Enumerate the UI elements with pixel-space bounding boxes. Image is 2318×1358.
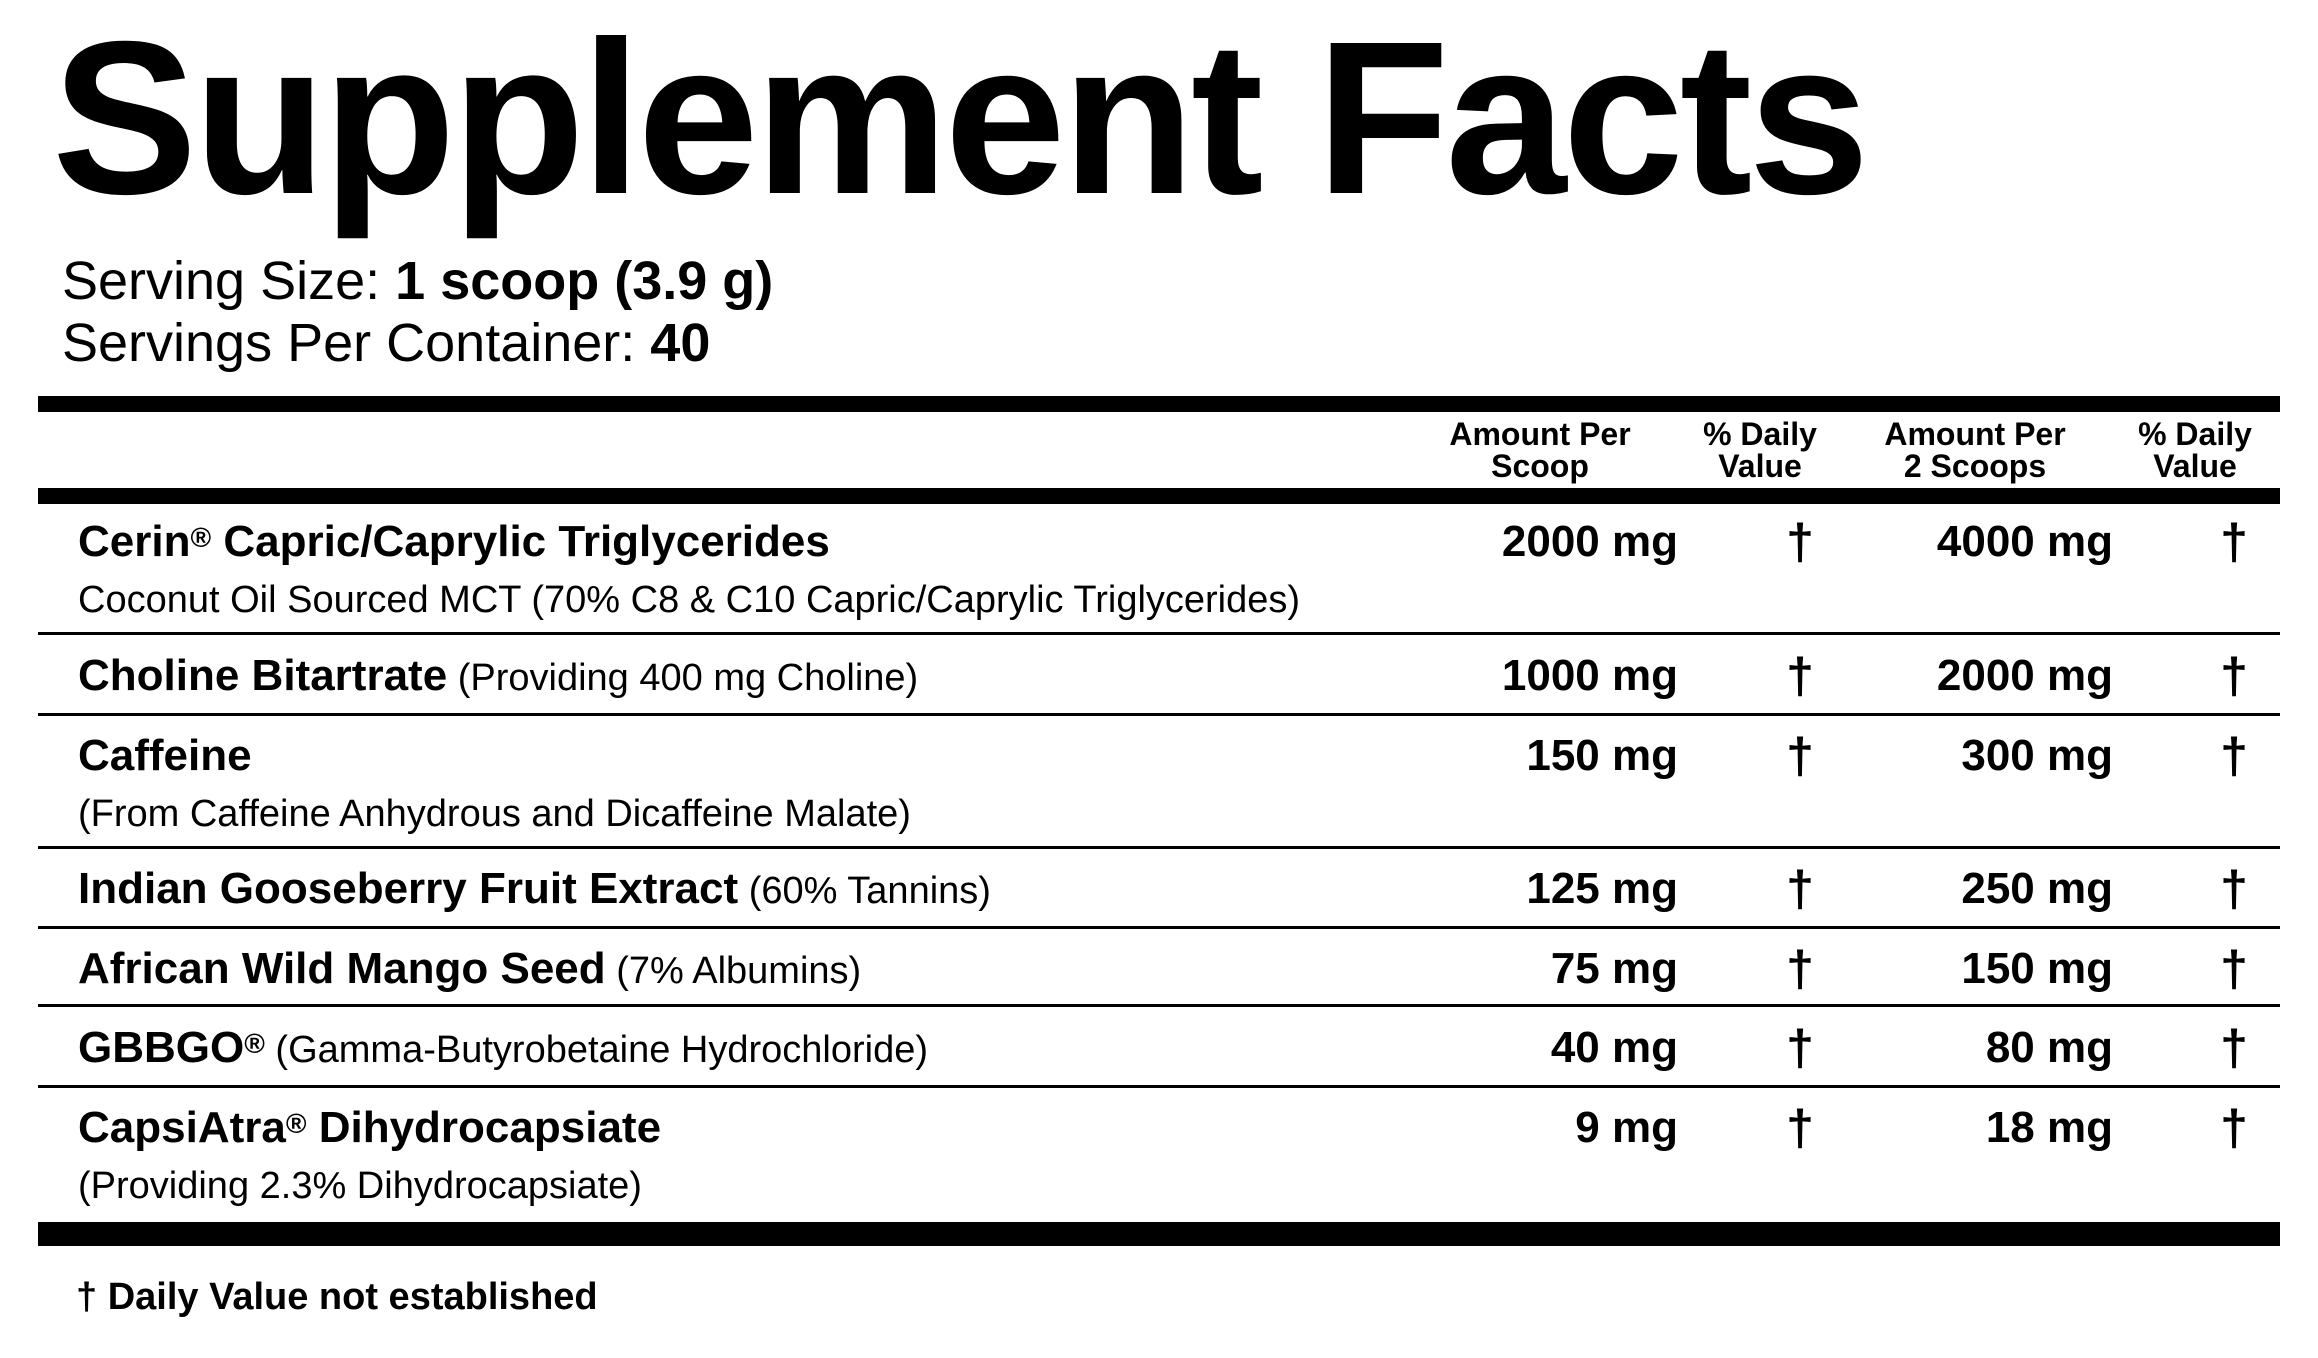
ingredient-name: Choline Bitartrate (Providing 400 mg Choline) [78,651,919,700]
top-thick-rule [38,396,2280,412]
amount-per-scoop: 9 mg [1575,1103,1678,1152]
column-header-daily-value-2 [2105,418,2285,482]
servings-per-container [62,313,711,373]
amount-per-2-scoops: 250 mg [1961,864,2113,913]
serving-size-label: Serving Size: [62,251,381,311]
ingredient-name: African Wild Mango Seed (7% Albumins) [78,944,862,993]
daily-value-dagger: † [1786,941,1814,997]
column-header-line: Amount Per [1884,416,2066,452]
footnote: † Daily Value not established [76,1276,598,1318]
amount-per-scoop: 40 mg [1550,1023,1678,1072]
ingredient-note: (60% Tannins) [738,870,991,912]
column-header-line: Value [1718,448,1802,484]
registered-mark: ® [190,522,212,553]
ingredient-note: (Providing 400 mg Choline) [447,657,919,699]
row-divider [38,926,2280,929]
header-thick-rule [38,488,2280,504]
ingredient-note: (Gamma-Butyrobetaine Hydrochloride) [264,1029,929,1071]
daily-value-dagger: † [1786,728,1814,784]
daily-value-dagger: † [1786,1020,1814,1076]
column-header-daily-value-1 [1670,418,1850,482]
amount-per-2-scoops: 150 mg [1961,944,2113,993]
serving-size-value: 1 scoop (3.9 g) [395,251,774,311]
amount-per-scoop: 150 mg [1526,731,1678,780]
row-divider [38,1004,2280,1007]
daily-value-dagger: † [1786,1100,1814,1156]
amount-per-2-scoops: 300 mg [1961,731,2113,780]
column-header-line: Scoop [1491,448,1589,484]
ingredient-name: Caffeine [78,731,252,780]
amount-per-2-scoops: 18 mg [1985,1103,2113,1152]
row-divider [38,713,2280,716]
amount-per-scoop: 1000 mg [1501,651,1678,700]
ingredient-description: Coconut Oil Sourced MCT (70% C8 & C10 Capric/Caprylic Triglycerides) [78,579,1301,621]
daily-value-dagger: † [2220,1100,2248,1156]
column-header-amount-per-scoop [1420,418,1660,482]
row-divider [38,632,2280,635]
column-header-line: Value [2153,448,2237,484]
daily-value-dagger: † [2220,514,2248,570]
column-header-line: Amount Per [1449,416,1631,452]
amount-per-2-scoops: 80 mg [1985,1023,2113,1072]
daily-value-dagger: † [2220,861,2248,917]
daily-value-dagger: † [2220,941,2248,997]
registered-mark: ® [244,1028,265,1059]
row-divider [38,1085,2280,1088]
amount-per-scoop: 75 mg [1550,944,1678,993]
amount-per-scoop: 2000 mg [1501,517,1678,566]
ingredient-name: GBBGO® (Gamma-Butyrobetaine Hydrochloride) [78,1023,929,1072]
daily-value-dagger: † [1786,514,1814,570]
column-header-line: 2 Scoops [1903,448,2047,484]
registered-mark: ® [285,1108,307,1139]
amount-per-scoop: 125 mg [1526,864,1678,913]
servings-per-container-value: 40 [650,313,711,373]
panel-title: Supplement Facts [52,0,1866,240]
ingredient-note: (7% Albumins) [605,950,862,992]
serving-size [62,251,774,311]
daily-value-dagger: † [1786,648,1814,704]
column-header-line: % Daily [2138,416,2252,452]
bottom-thick-rule [38,1222,2280,1246]
row-divider [38,846,2280,849]
ingredient-description: (From Caffeine Anhydrous and Dicaffeine Malate) [78,793,911,835]
amount-per-2-scoops: 2000 mg [1936,651,2113,700]
column-header-line: % Daily [1703,416,1817,452]
ingredient-name: CapsiAtra® Dihydrocapsiate [78,1103,662,1152]
amount-per-2-scoops: 4000 mg [1936,517,2113,566]
ingredient-name: Cerin® Capric/Caprylic Triglycerides [78,517,830,566]
daily-value-dagger: † [1786,861,1814,917]
daily-value-dagger: † [2220,728,2248,784]
daily-value-dagger: † [2220,1020,2248,1076]
daily-value-dagger: † [2220,648,2248,704]
column-header-amount-per-2-scoops [1855,418,2095,482]
ingredient-description: (Providing 2.3% Dihydrocapsiate) [78,1165,642,1207]
ingredient-name: Indian Gooseberry Fruit Extract (60% Tannins) [78,864,991,913]
servings-per-container-label: Servings Per Container: [62,313,636,373]
